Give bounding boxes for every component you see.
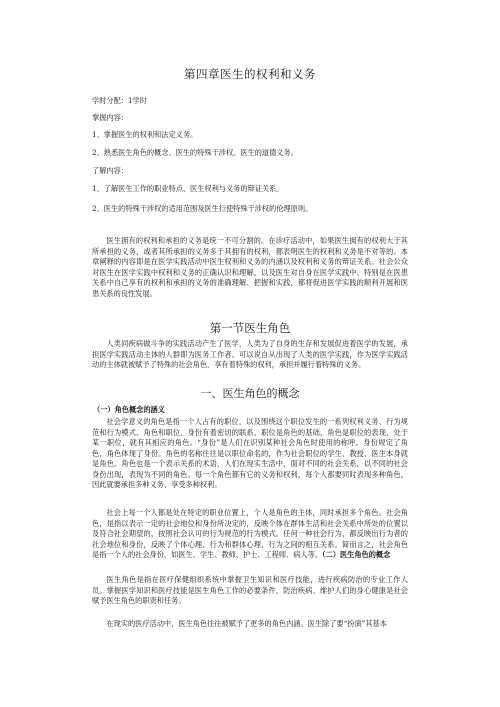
role-meaning-paragraph: 社会学意义的角色是指一个人占有的职位，以及围绕这个职位发生的一系列权利义务、行为规范和行为模式。角色和职位、身份有着密切的联系。职位是角色的基础，角色是职位的表现，处于某一职位，就有其相应的角色。“身份”是人们在识别某种社会角色时使用的称呼。身份规定了角色，角色体现了身份。角色的名称往往是以职位命名的，作为社会职位的学生、教授、医生本身就是角色。角色也是一个表示关系的术语，人们在现实生活中，面对不同的社会关系，以不同的社会身份出现，表现为不同的角色。每一个角色都有它的义务和权利，每个人都要同时表现多种角色，因此就要承担多种义务、享受多种权利。 bbox=[92, 417, 408, 489]
section-title: 第一节医生角色 bbox=[209, 321, 291, 335]
intro-paragraph: 医生拥有的权利和承担的义务是统一不可分割的。在诊疗活动中，如果医生拥有的权利大于其所承担的义务，或者其所承担的义务多于其拥有的权利，都表明医生的权利和义务是不对等的。本章阐释的内容即是在医学实践活动中医生权利和义务的内涵以及权利和义务的辩证关系。社会公众对医生在医学实践中权利和义务的正确认识和理解，以及医生对自身在医学实践中、特别是在医患关系中自己享有的权利和承担的义务的准确理解、把握和实践，都将促进医学实践的顺利开展和医患关系的良性发展。 bbox=[92, 236, 408, 298]
understand-item-2: 2、医生的特殊干涉权的适用范围及医生行使特殊干涉权的伦理原则。 bbox=[92, 204, 313, 213]
section-paragraph: 人类同疾病做斗争的实践活动产生了医学，人类为了自身的生存和发展促进着医学的发展，承担医学实践活动主体的人群即为医务工作者。可以说自从出现了人类的医学实践，作为医学实践活动的主体就被赋予了特殊的社会角色，享有着特殊的权利，承担并履行着特殊的义务。 bbox=[92, 339, 408, 369]
heading-doctor-role: （二）医生角色的概念 bbox=[322, 550, 391, 559]
social-role-text: 社会上每一个人都是处在特定的职业位置上，个人是角色的主体，同时承担多个角色。社会角色，是指以表示一定的社会地位和身份所决定的，反映个体在群体生活和社会关系中所处的位置以及符合社会期望的，按照社会认可的行为规范的行为模式。任何一种社会行为，都反映出行为者的社会地位和身份，反映了个体心理、行为和群体心理、行为之间的相互关系。简而言之，社会角色是指一个人的社会身份，如医生、学生、教师、护士、工程师、病人等。 bbox=[92, 508, 408, 559]
hours-allocation: 学时分配：1学时 bbox=[92, 96, 147, 105]
understand-item-1: 1、了解医生工作的职业特点、医生权利与义务的辩证关系。 bbox=[92, 184, 284, 193]
master-item-1: 1、掌握医生的权利和法定义务。 bbox=[92, 130, 198, 139]
master-label: 掌握内容： bbox=[92, 113, 128, 122]
doctor-role-paragraph: 医生角色是指在医疗保健组织系统中掌握卫生知识和医疗技能，进行疾病防治的专业工作人员。掌握医学知识和医疗技能是医生角色工作的必要条件，防治疾病、维护人们的身心健康是社会赋予医生角色的职责和任务。 bbox=[92, 575, 408, 605]
understand-label: 了解内容： bbox=[92, 166, 128, 175]
chapter-title: 第四章医生的权利和义务 bbox=[184, 67, 316, 81]
social-role-paragraph bbox=[92, 508, 408, 561]
heading-role-meaning: （一）角色概念的涵义 bbox=[93, 405, 165, 414]
practice-paragraph: 在现实的医疗活动中，医生角色往往被赋予了更多的角色内涵。医生除了要“扮演”其基本 bbox=[106, 619, 387, 628]
subsection-title: 一、医生角色的概念 bbox=[200, 387, 300, 400]
master-item-2: 2、熟悉医生角色的概念、医生的特殊干涉权、医生的道德义务。 bbox=[92, 148, 298, 157]
